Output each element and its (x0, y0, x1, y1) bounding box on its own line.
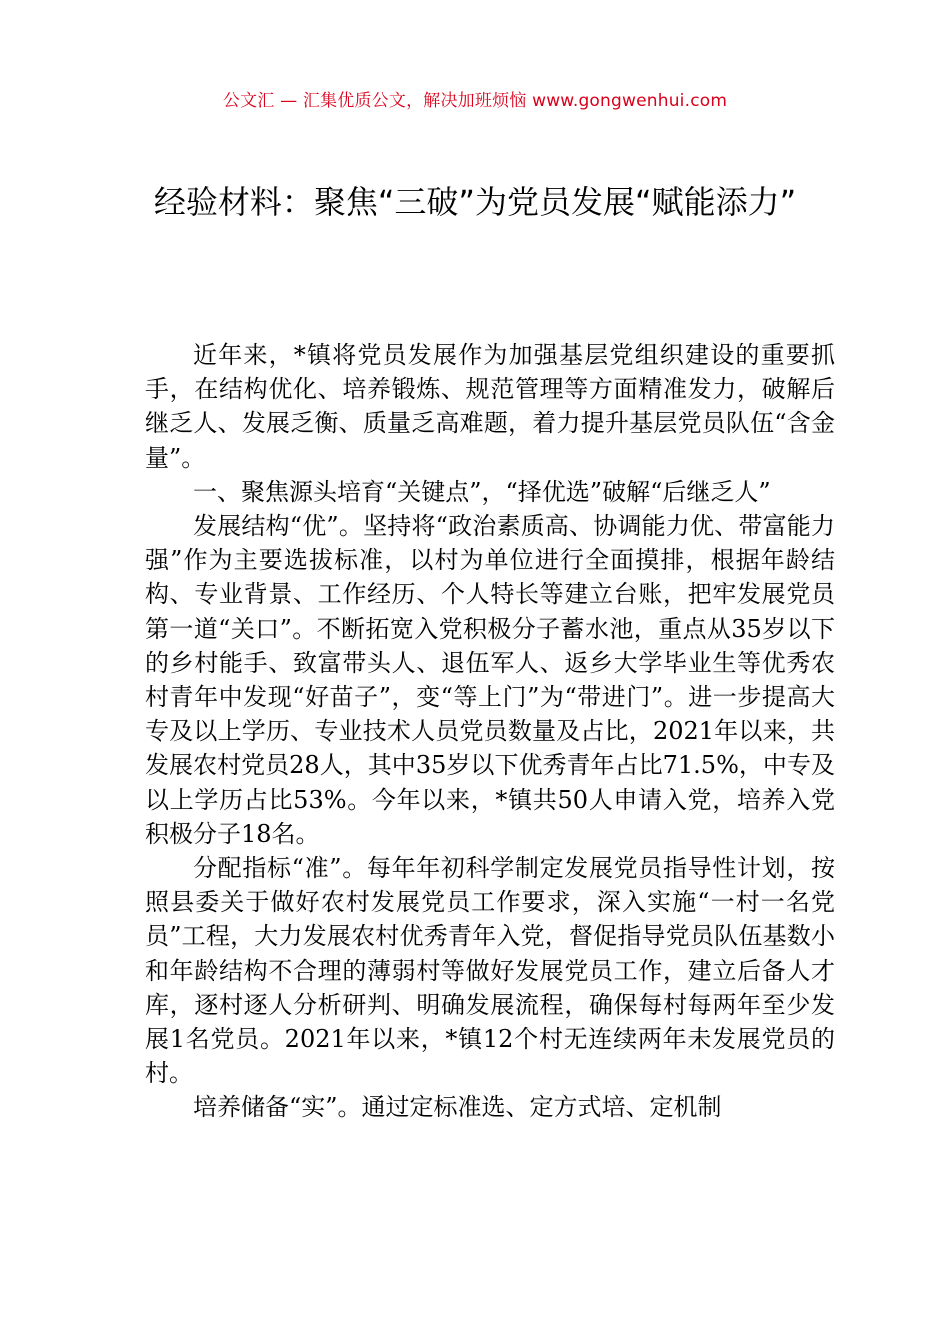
paragraph-structure: 发展结构“优”。坚持将“政治素质高、协调能力优、带富能力强”作为主要选拔标准，以村为单位进行全面摸排，根据年龄结构、专业背景、工作经历、个人特长等建立台账，把牢发展党员第一道“关口”。不断拓宽入党积极分子蓄水池，重点从35岁以下的乡村能手、致富带头人、退伍军人、返乡大学毕业生等优秀农村青年中发现“好苗子”，变“等上门”为“带进门”。进一步提高大专及以上学历、专业技术人员党员数量及占比，2021年以来，共发展农村党员28人，其中35岁以下优秀青年占比71.5%，中专及以上学历占比53%。今年以来，*镇共50人申请入党，培养入党积极分子18名。 (145, 512, 835, 848)
section-heading-1: 一、聚焦源头培育“关键点”，“择优选”破解“后继乏人” (193, 477, 771, 506)
paragraph-allocation: 分配指标“准”。每年年初科学制定发展党员指导性计划，按照县委关于做好农村发展党员工作要求，深入实施“一村一名党员”工程，大力发展农村优秀青年入党，督促指导党员队伍基数小和年龄结构不合理的薄弱村等做好发展党员工作，建立后备人才库，逐村逐人分析研判、明确发展流程，确保每村每两年至少发展1名党员。2021年以来，*镇12个村无连续两年未发展党员的村。 (145, 854, 835, 1088)
document-title: 经验材料：聚焦“三破”为党员发展“赋能添力” (153, 183, 797, 221)
paragraph-intro: 近年来，*镇将党员发展作为加强基层党组织建设的重要抓手，在结构优化、培养锻炼、规范管理等方面精准发力，破解后继乏人、发展乏衡、质量乏高难题，着力提升基层党员队伍“含金量”。 (145, 341, 835, 472)
source-header-link[interactable]: 公文汇 — 汇集优质公文，解决加班烦恼 www.gongwenhui.com (222, 91, 728, 111)
paragraph-cultivation: 培养储备“实”。通过定标准选、定方式培、定机制 (193, 1093, 722, 1122)
document-body (145, 338, 835, 1125)
